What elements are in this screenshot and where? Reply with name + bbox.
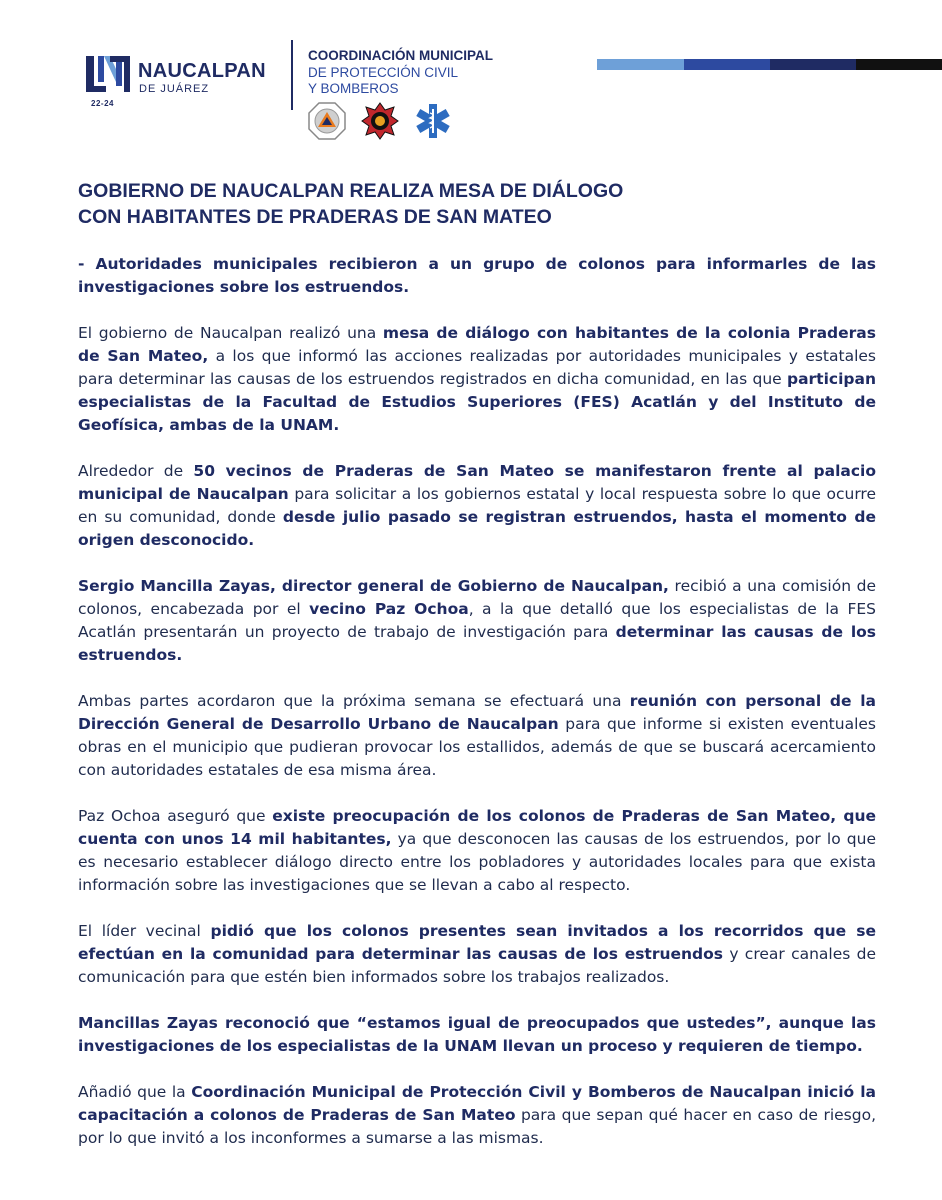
- text-span: a los que informó las acciones realizadas por autoridades municipales y estatales para determinar las causas de los estruendos registrados en dicha comunidad, en las que: [78, 347, 876, 388]
- bold-span: pidió que los colonos presentes sean invitados a los recorridos que se efectúan en la comunidad para determinar las causas de los estruendos: [78, 922, 876, 963]
- bold-span: desde julio pasado se registran estruendos, hasta el momento de origen desconocido.: [78, 508, 877, 549]
- bold-span: vecino Paz Ochoa: [309, 600, 469, 618]
- text-span: y crear canales de comunicación para que estén bien informados sobre los trabajos realizados.: [78, 945, 876, 986]
- star-of-life-icon: [414, 102, 452, 140]
- coordination-subtitle: DE PROTECCIÓN CIVIL: [308, 65, 459, 80]
- coordination-subtitle-2: Y BOMBEROS: [308, 81, 399, 96]
- text-span: El líder vecinal: [78, 922, 211, 940]
- header-stripe-blue: [684, 59, 770, 70]
- bold-span: reunión con personal de la Dirección General de Desarrollo Urbano de Naucalpan: [78, 692, 876, 733]
- text-span: Paz Ochoa aseguró que: [78, 807, 273, 825]
- text-span: Ambas partes acordaron que la próxima semana se efectuará una: [78, 692, 630, 710]
- bold-span: 50 vecinos de Praderas de San Mateo se manifestaron frente al palacio municipal de Naucalpan: [78, 462, 876, 503]
- press-release-body: [78, 253, 876, 1173]
- header-stripe-light: [597, 59, 684, 70]
- paragraph-8: [78, 1081, 876, 1150]
- text-span: recibió a una comisión de colonos, encabezada por el: [78, 577, 877, 618]
- paragraph-1: [78, 322, 876, 437]
- paragraph-7: [78, 1012, 876, 1058]
- brand-years: 22-24: [91, 99, 114, 108]
- text-span: para que sepan qué hacer en caso de riesgo, por lo que invitó a los inconformes a sumarse a las mismas.: [78, 1106, 876, 1147]
- bold-span: existe preocupación de los colonos de Praderas de San Mateo, que cuenta con unos 14 mil habitantes,: [78, 807, 876, 848]
- paragraph-4: [78, 690, 876, 782]
- title-line-2: CON HABITANTES DE PRADERAS DE SAN MATEO: [78, 206, 552, 228]
- text-span: Añadió que la: [78, 1083, 192, 1101]
- text-span: para solicitar a los gobiernos estatal y local respuesta sobre lo que ocurre en su comunidad, donde: [78, 485, 876, 526]
- text-span: , a la que detalló que los especialistas de la FES Acatlán presentarán un proyecto de trabajo de investigación para: [78, 600, 876, 641]
- title-line-1: GOBIERNO DE NAUCALPAN REALIZA MESA DE DIÁLOGO: [78, 180, 624, 202]
- header-stripe-black: [856, 59, 942, 70]
- summary-text: - Autoridades municipales recibieron a un grupo de colonos para informarles de las investigaciones sobre los estruendos.: [78, 255, 876, 296]
- paragraph-2: [78, 460, 876, 552]
- civil-protection-emblem-icon: [308, 102, 346, 140]
- bold-span: mesa de diálogo con habitantes de la colonia Praderas de San Mateo,: [78, 324, 876, 365]
- text-span: para que informe si existen eventuales obras en el municipio que pudieran provocar los estallidos, además de que se buscará acercamiento con autoridades estatales de esa misma área.: [78, 715, 876, 779]
- bold-span: Coordinación Municipal de Protección Civil y Bomberos de Naucalpan inició la capacitación a colonos de Praderas de San Mateo: [78, 1083, 876, 1124]
- text-span: El gobierno de Naucalpan realizó una: [78, 324, 383, 342]
- header-divider: [291, 40, 293, 110]
- letterhead: [0, 0, 942, 160]
- header-stripe-navy: [770, 59, 856, 70]
- coordination-title: COORDINACIÓN MUNICIPAL: [308, 48, 493, 63]
- summary-paragraph: [78, 253, 876, 299]
- paragraph-6: [78, 920, 876, 989]
- paragraph-5: [78, 805, 876, 897]
- bold-span: Mancillas Zayas reconoció que “estamos igual de preocupados que ustedes”, aunque las investigaciones de los especialistas de la UNAM llevan un proceso y requieren de tiempo.: [78, 1014, 876, 1055]
- text-span: ya que desconocen las causas de los estruendos, por lo que es necesario establecer diálogo directo entre los pobladores y autoridades locales para que exista información sobre las investigaciones que se llevan a cabo al respecto.: [78, 830, 876, 894]
- firefighters-emblem-icon: [361, 102, 399, 140]
- paragraph-3: [78, 575, 876, 667]
- brand-subtitle: DE JUÁREZ: [139, 83, 210, 95]
- bold-span: participan especialistas de la Facultad de Estudios Superiores (FES) Acatlán y del Instituto de Geofísica, ambas de la UNAM.: [78, 370, 876, 434]
- brand-name: NAUCALPAN: [138, 60, 266, 82]
- bold-span: determinar las causas de los estruendos.: [78, 623, 877, 664]
- text-span: Alrededor de: [78, 462, 194, 480]
- press-release-title: [78, 178, 868, 230]
- naucalpan-logo-icon: [84, 52, 132, 96]
- bold-span: Sergio Mancilla Zayas, director general de Gobierno de Naucalpan,: [78, 577, 669, 595]
